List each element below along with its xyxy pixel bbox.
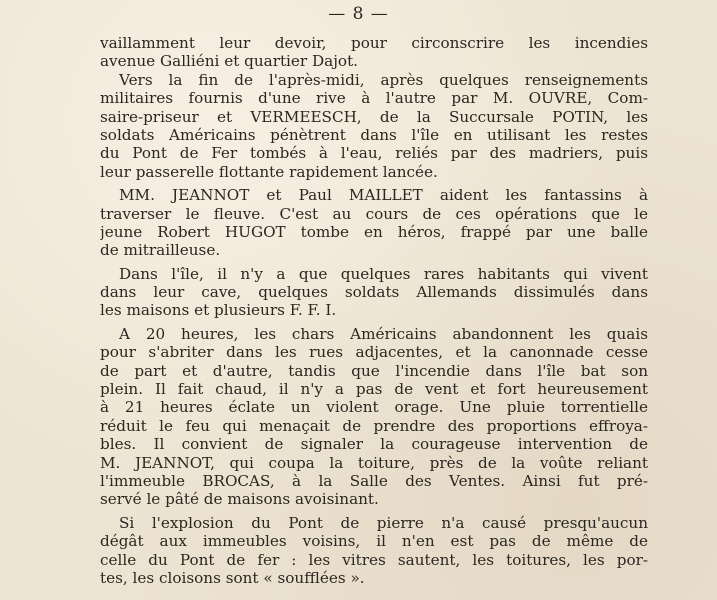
text-line: l'immeuble BROCAS, à la Salle des Ventes. Ainsi fut pré-: [100, 471, 648, 490]
text-line: bles. Il convient de signaler la courageuse intervention de: [100, 435, 648, 454]
text-line: pour s'abriter dans les rues adjacentes, et la canonnade cesse: [100, 343, 648, 362]
text-line: plein. Il fait chaud, il n'y a pas de vent et fort heureusement: [100, 380, 648, 399]
paragraph: [100, 265, 648, 320]
text-line: à 21 heures éclate un violent orage. Une pluie torrentielle: [100, 398, 648, 417]
paragraph: [100, 186, 648, 260]
text-line: MM. JEANNOT et Paul MAILLET aident les fantassins à: [119, 186, 648, 205]
text-line: leur passerelle flottante rapidement lancée.: [100, 162, 438, 181]
paragraph: [100, 71, 648, 181]
text-line: Vers la fin de l'après-midi, après quelques renseignements: [119, 70, 648, 89]
text-line: tes, les cloisons sont « soufflées ».: [100, 568, 365, 587]
text-line: dans leur cave, quelques soldats Allemands dissimulés dans: [100, 283, 648, 302]
text-line: avenue Galliéni et quartier Dajot.: [100, 52, 359, 71]
text-line: traverser le fleuve. C'est au cours de ces opérations que le: [100, 204, 648, 223]
paragraph: [100, 34, 648, 71]
text-line: servé le pâté de maisons avoisinant.: [100, 490, 379, 509]
paragraph: [100, 325, 648, 509]
text-line: M. JEANNOT, qui coupa la toiture, près de la voûte reliant: [100, 453, 648, 472]
text-line: de mitrailleuse.: [100, 241, 221, 260]
text-line: Dans l'île, il n'y a que quelques rares habitants qui vivent: [119, 264, 648, 283]
text-line: saire-priseur et VERMEESCH, de la Succursale POTIN, les: [100, 107, 648, 126]
body-text: [100, 34, 648, 587]
text-line: A 20 heures, les chars Américains abandonnent les quais: [119, 324, 648, 343]
text-line: Si l'explosion du Pont de pierre n'a causé presqu'aucun: [119, 513, 648, 532]
text-line: dégât aux immeubles voisins, il n'en est pas de même de: [100, 532, 648, 551]
text-line: de part et d'autre, tandis que l'incendie dans l'île bat son: [100, 361, 648, 380]
text-line: vaillamment leur devoir, pour circonscrire les incendies: [100, 34, 648, 52]
text-line: celle du Pont de fer : les vitres sautent, les toitures, les por-: [100, 550, 648, 569]
text-line: soldats Américains pénètrent dans l'île en utilisant les restes: [100, 125, 648, 144]
page-number: — 8 —: [328, 4, 389, 24]
paragraph: [100, 514, 648, 588]
text-line: militaires fournis d'une rive à l'autre par M. OUVRE, Com-: [100, 89, 648, 108]
text-line: les maisons et plusieurs F. F. I.: [100, 301, 337, 320]
text-line: jeune Robert HUGOT tombe en héros, frappé par une balle: [100, 222, 648, 241]
text-line: du Pont de Fer tombés à l'eau, reliés par des madriers, puis: [100, 144, 648, 163]
text-line: réduit le feu qui menaçait de prendre des proportions effroya-: [100, 416, 648, 435]
